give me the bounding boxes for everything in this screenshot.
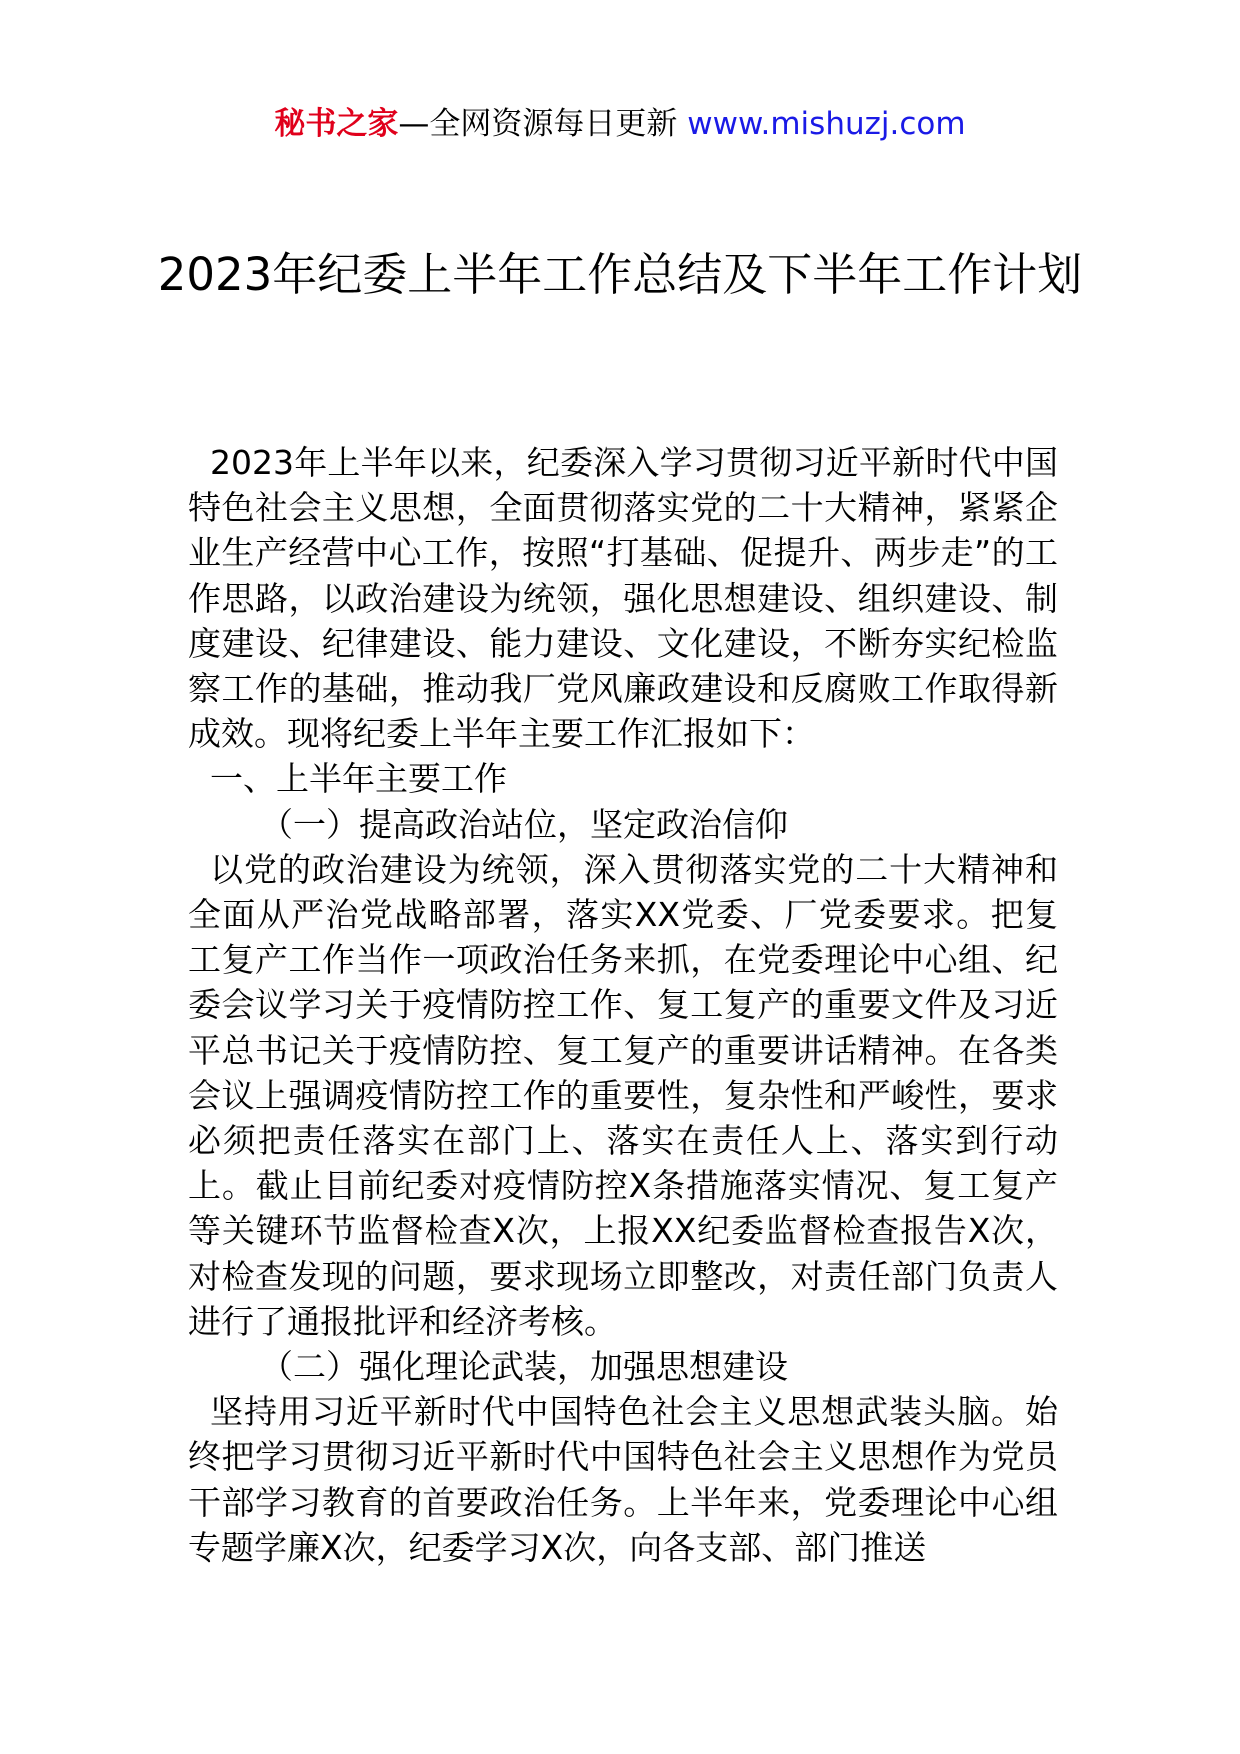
body-paragraph: 坚持用习近平新时代中国特色社会主义思想武装头脑。始终把学习贯彻习近平新时代中国特色社会主义思想作为党员干部学习教育的首要政治任务。上半年来，党委理论中心组专题学廉X次，纪委学习X次，向各支部、部门推送 bbox=[188, 1392, 1058, 1567]
brand-name: 秘书之家 bbox=[274, 106, 399, 142]
header-slogan: —全网资源每日更新 bbox=[398, 106, 688, 142]
document-body bbox=[188, 440, 1058, 1570]
page-header bbox=[0, 100, 1240, 148]
header-url[interactable]: www.mishuzj.com bbox=[687, 106, 966, 142]
document-title: 2023年纪委上半年工作总结及下半年工作计划 bbox=[157, 248, 1083, 301]
section-heading: 一、上半年主要工作 bbox=[210, 759, 507, 799]
body-paragraph: 以党的政治建设为统领，深入贯彻落实党的二十大精神和全面从严治党战略部署，落实XX党委、厂党委要求。把复工复产工作当作一项政治任务来抓，在党委理论中心组、纪委会议学习关于疫情防控工作、复工复产的重要文件及习近平总书记关于疫情防控、复工复产的重要讲话精神。在各类会议上强调疫情防控工作的重要性，复杂性和严峻性，要求必须把责任落实在部门上、落实在责任人上、落实到行动上。截止目前纪委对疫情防控X条措施落实情况、复工复产等关键环节监督检查X次，上报XX纪委监督检查报告X次，对检查发现的问题，要求现场立即整改，对责任部门负责人进行了通报批评和经济考核。 bbox=[188, 849, 1058, 1341]
subsection-heading: （二）强化理论武装，加强思想建设 bbox=[260, 1347, 788, 1387]
subsection-heading: （一）提高政治站位，坚定政治信仰 bbox=[260, 804, 788, 844]
intro-paragraph: 2023年上半年以来，纪委深入学习贯彻习近平新时代中国特色社会主义思想，全面贯彻落实党的二十大精神，紧紧企业生产经营中心工作，按照“打基础、促提升、两步走”的工作思路，以政治建设为统领，强化思想建设、组织建设、制度建设、纪律建设、能力建设、文化建设，不断夯实纪检监察工作的基础，推动我厂党风廉政建设和反腐败工作取得新成效。现将纪委上半年主要工作汇报如下： bbox=[188, 443, 1058, 754]
